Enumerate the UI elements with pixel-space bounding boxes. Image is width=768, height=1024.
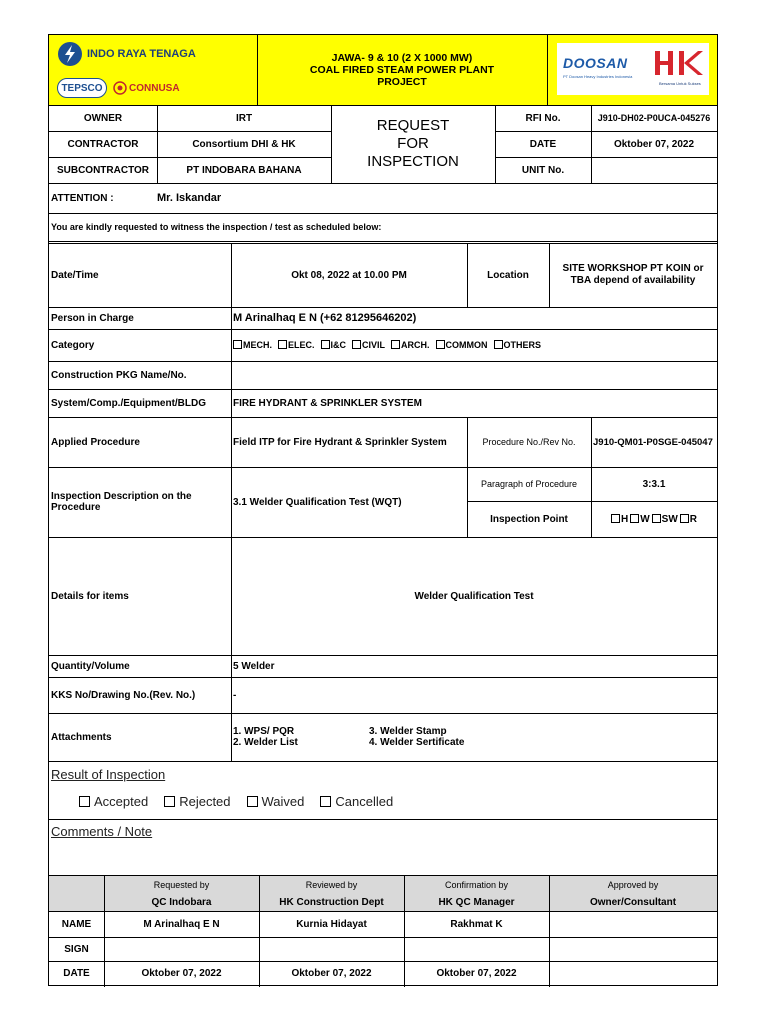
result-waived[interactable]: Waived [247, 794, 305, 809]
attach-3: 3. Welder Stamp [369, 726, 447, 737]
divider [49, 875, 717, 876]
doosan-hk-logo [557, 43, 709, 95]
signoff-date-label: DATE [63, 967, 90, 979]
details-value: Welder Qualification Test [414, 590, 534, 602]
insp-point-options [591, 501, 717, 537]
divider [49, 307, 717, 308]
project-title: JAWA- 9 & 10 (2 X 1000 MW) COAL FIRED STEAM POWER PLANT PROJECT [257, 35, 547, 105]
divider [49, 389, 717, 390]
signoff-name-4 [549, 911, 717, 937]
date-label: DATE [529, 138, 557, 150]
doosan-subtext: PT Doosan Heavy Industries Indonesia [563, 74, 633, 79]
kks-label: KKS No/Drawing No.(Rev. No.) [51, 689, 196, 701]
hk-logo-icon [653, 49, 705, 77]
checkbox-icon [630, 514, 639, 523]
form-title: REQUEST FOR INSPECTION [367, 117, 459, 170]
attention-label: ATTENTION : [51, 192, 114, 204]
divider [591, 105, 592, 183]
paragraph-value: 3:3.1 [642, 478, 666, 490]
date-value: Oktober 07, 2022 [613, 138, 695, 150]
owner-label: OWNER [83, 112, 123, 124]
checkbox-icon [391, 340, 400, 349]
request-text: You are kindly requested to witness the inspection / test as scheduled below: [51, 222, 382, 232]
desc-label: Inspection Description on the Procedure [51, 491, 192, 513]
divider [49, 819, 717, 820]
signoff-sign-label: SIGN [64, 943, 89, 955]
divider [49, 911, 717, 912]
divider [104, 875, 105, 987]
divider [49, 467, 717, 468]
requested-by-label: Requested by [153, 880, 210, 890]
attach-label: Attachments [51, 731, 112, 743]
pkg-label: Construction PKG Name/No. [51, 369, 187, 381]
divider [49, 417, 717, 418]
unit-label: UNIT No. [521, 164, 565, 176]
system-label: System/Comp./Equipment/BLDG [51, 397, 207, 409]
checkbox-icon [79, 796, 90, 807]
checkbox-icon [278, 340, 287, 349]
procedure-no-value: J910-QM01-P0SGE-045047 [593, 436, 713, 448]
insp-point-label: Inspection Point [490, 513, 568, 525]
indo-raya-icon [57, 41, 83, 67]
checkbox-icon [680, 514, 689, 523]
attach-4: 4. Welder Sertificate [369, 737, 465, 748]
comments-title: Comments / Note [51, 823, 153, 839]
doosan-logo: DOOSAN [563, 55, 628, 71]
checkbox-icon [233, 340, 242, 349]
category-options [233, 329, 713, 361]
person-value: M Arinalhaq E N (+62 81295646202) [233, 312, 417, 324]
result-accepted[interactable]: Accepted [79, 794, 148, 809]
tepsco-logo: TEPSCO [57, 78, 107, 98]
approved-org: Owner/Consultant [589, 896, 677, 908]
divider [49, 183, 717, 184]
category-elec[interactable]: ELEC. [278, 340, 315, 350]
connusa-logo: CONNUSA [113, 78, 203, 98]
person-label: Person in Charge [51, 312, 134, 324]
divider [467, 417, 468, 537]
checkbox-icon [352, 340, 361, 349]
checkbox-icon [611, 514, 620, 523]
category-arch[interactable]: ARCH. [391, 340, 430, 350]
result-title: Result of Inspection [51, 766, 166, 782]
details-label: Details for items [51, 590, 129, 602]
datetime-label: Date/Time [51, 269, 99, 281]
divider [49, 655, 717, 656]
insp-point-sw[interactable]: SW [652, 514, 678, 525]
insp-point-h[interactable]: H [611, 514, 628, 525]
divider [495, 131, 717, 132]
divider [49, 761, 717, 762]
divider [591, 417, 592, 537]
checkbox-icon [247, 796, 258, 807]
subcontractor-label: SUBCONTRACTOR [56, 164, 150, 176]
pkg-value [233, 361, 713, 389]
checkbox-icon [321, 340, 330, 349]
category-mech[interactable]: MECH. [233, 340, 272, 350]
divider [49, 937, 717, 938]
unit-value [591, 157, 717, 183]
divider [404, 875, 405, 987]
divider [467, 501, 717, 502]
attach-1: 1. WPS/ PQR [233, 726, 295, 737]
divider [231, 243, 232, 761]
desc-value: 3.1 Welder Qualification Test (WQT) [233, 496, 402, 508]
category-others[interactable]: OTHERS [494, 340, 542, 350]
kks-value: - [233, 689, 237, 701]
divider [331, 105, 332, 183]
divider [49, 213, 717, 214]
indo-raya-logo [57, 41, 257, 71]
signoff-date-1: Oktober 07, 2022 [141, 967, 222, 979]
divider [495, 105, 496, 183]
datetime-value: Okt 08, 2022 at 10.00 PM [291, 269, 407, 281]
divider [49, 713, 717, 714]
signoff-name-label: NAME [61, 918, 92, 930]
attach-2: 2. Welder List [233, 737, 298, 748]
divider [49, 105, 717, 106]
owner-value: IRT [235, 112, 253, 124]
divider [49, 677, 717, 678]
category-ic[interactable]: I&C [321, 340, 347, 350]
divider [49, 157, 331, 158]
divider [49, 961, 717, 962]
checkbox-icon [320, 796, 331, 807]
confirmation-org: HK QC Manager [438, 896, 515, 908]
hk-subtext: Bersama Untuk Sukses [659, 81, 701, 86]
category-civil[interactable]: CIVIL [352, 340, 385, 350]
procedure-no-label: Procedure No./Rev No. [482, 437, 576, 447]
divider [49, 361, 717, 362]
divider [49, 537, 717, 538]
divider [467, 243, 468, 307]
rfi-label: RFI No. [525, 112, 561, 124]
quantity-value: 5 Welder [233, 660, 275, 672]
reviewed-org: HK Construction Dept [279, 896, 384, 908]
signoff-name-2: Kurnia Hidayat [296, 918, 367, 930]
result-cancelled[interactable]: Cancelled [320, 794, 393, 809]
divider [259, 875, 260, 987]
checkbox-icon [494, 340, 503, 349]
signoff-name-3: Rakhmat K [450, 918, 503, 930]
category-common[interactable]: COMMON [436, 340, 488, 350]
rfi-value: J910-DH02-P0UCA-045276 [597, 113, 711, 123]
system-value: FIRE HYDRANT & SPRINKLER SYSTEM [233, 397, 422, 409]
reviewed-by-label: Reviewed by [305, 880, 358, 890]
subcontractor-value: PT INDOBARA BAHANA [186, 164, 302, 176]
checkbox-icon [164, 796, 175, 807]
divider [549, 243, 550, 307]
result-options [79, 791, 679, 811]
procedure-value: Field ITP for Fire Hydrant & Sprinkler System [233, 436, 447, 448]
requested-org: QC Indobara [151, 896, 212, 908]
divider [157, 105, 158, 183]
confirmation-by-label: Confirmation by [444, 880, 509, 890]
insp-point-w[interactable]: W [630, 514, 649, 525]
attention-value: Mr. Iskandar [157, 192, 222, 204]
signoff-date-2: Oktober 07, 2022 [291, 967, 372, 979]
hk-text [557, 43, 558, 44]
checkbox-icon [652, 514, 661, 523]
connusa-icon [113, 81, 127, 95]
signoff-name-1: M Arinalhaq E N [143, 918, 220, 930]
divider [49, 243, 717, 244]
category-label: Category [51, 339, 95, 351]
signoff-date-3: Oktober 07, 2022 [436, 967, 517, 979]
location-label: Location [487, 269, 529, 281]
divider [257, 35, 258, 105]
paragraph-label: Paragraph of Procedure [480, 479, 578, 489]
divider [49, 241, 717, 242]
divider [549, 875, 550, 987]
contractor-label: CONTRACTOR [67, 138, 139, 150]
checkbox-icon [436, 340, 445, 349]
result-rejected[interactable]: Rejected [164, 794, 230, 809]
location-value: SITE WORKSHOP PT KOIN or TBA depend of availability [562, 263, 704, 286]
procedure-label: Applied Procedure [51, 436, 140, 448]
rfi-form [48, 34, 718, 986]
indo-raya-text: INDO RAYA TENAGA [87, 48, 196, 60]
divider [547, 35, 548, 105]
divider [49, 329, 717, 330]
approved-by-label: Approved by [607, 880, 659, 890]
insp-point-r[interactable]: R [680, 514, 697, 525]
quantity-label: Quantity/Volume [51, 660, 130, 672]
divider [49, 131, 331, 132]
contractor-value: Consortium DHI & HK [192, 138, 296, 150]
divider [495, 157, 717, 158]
signoff-date-4 [549, 961, 717, 985]
